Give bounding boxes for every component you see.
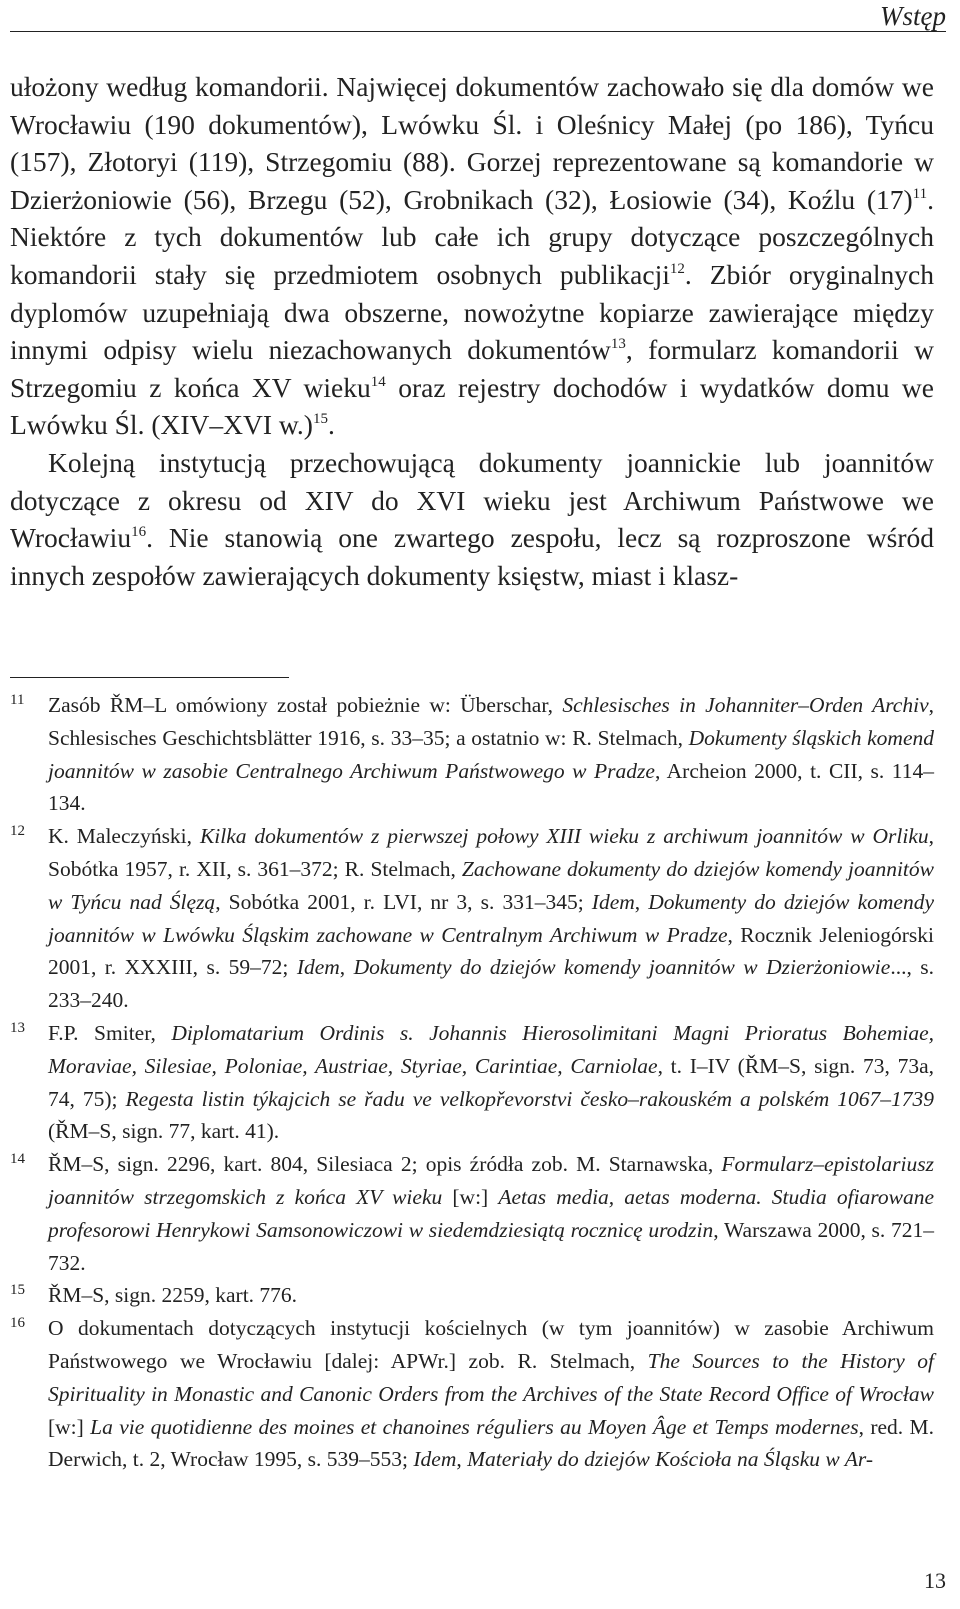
running-header-title: Wstęp xyxy=(880,1,946,31)
footnote-14 xyxy=(10,1148,934,1279)
footnote-ref-13: 13 xyxy=(610,336,626,353)
text-run: K. Maleczyński, xyxy=(48,824,200,849)
italic-title: Dokumenty śląskich komend joannitów w zasobie Centralnego Archiwum Państwowego w Pradze xyxy=(48,725,934,783)
footnote-11 xyxy=(10,689,934,820)
italic-idem: Idem xyxy=(413,1447,457,1472)
footnote-ref-15: 15 xyxy=(312,411,328,428)
footnote-12 xyxy=(10,820,934,1017)
text-run: Zasób ŘM–L omówiony został pobieżnie w: Überschar, xyxy=(48,693,563,717)
text-run: , Archeion 2000, t. CII, s. 114–134. xyxy=(48,758,934,816)
italic-title: Schlesisches in Johanniter–Orden Archiv xyxy=(562,693,929,717)
text-run: oraz rejestry dochodów i wydatków domu we Lwówku Śl. (XIV–XVI w.) xyxy=(10,371,934,441)
italic-idem: Idem xyxy=(296,955,340,980)
footnote-number: 11 xyxy=(10,692,25,708)
text-run: . xyxy=(327,409,335,441)
text-run: , red. M. Derwich, t. 2, Wrocław 1995, s. 539–553; xyxy=(48,1414,934,1472)
italic-title: Dokumenty do dziejów komendy joannitów w Dzierżoniowie xyxy=(353,955,891,980)
footnote-number: 14 xyxy=(10,1151,25,1168)
footnote-number: 16 xyxy=(10,1315,25,1332)
italic-title: Regesta listin týkajcich se řadu ve velkopřevorstvi česko–rakouském a polském 1067–1739 xyxy=(125,1086,934,1111)
footnote-ref-12: 12 xyxy=(669,260,685,277)
text-run: , t. I–IV (ŘM–S, sign. 73, 73a, 74, 75); xyxy=(48,1053,934,1111)
main-text xyxy=(10,68,934,594)
text-run: [w:] xyxy=(442,1184,499,1209)
footnote-number: 12 xyxy=(10,823,25,840)
text-run: ŘM–S, sign. 2296, kart. 804, Silesiaca 2; opis źródła zob. M. Starnawska, xyxy=(48,1152,722,1177)
text-run: , xyxy=(456,1447,468,1472)
text-run: Kolejną instytucją przechowującą dokumenty joannickie lub joannitów dotyczące z okresu od XIV do XVI wieku jest Archiwum Państwowe we Wrocławiu xyxy=(10,446,934,554)
text-run: , xyxy=(634,889,649,914)
paragraph-1 xyxy=(10,68,934,444)
footnote-13 xyxy=(10,1017,934,1148)
page-number: 13 xyxy=(924,1568,946,1593)
footnote-ref-11: 11 xyxy=(912,185,928,202)
footnote-ref-16: 16 xyxy=(131,524,147,541)
footnote-15 xyxy=(10,1279,934,1312)
text-run: , formularz komandorii w Strzegomiu z końca XV wieku xyxy=(10,334,934,403)
italic-title: La vie quotidienne des moines et chanoines réguliers au Moyen Âge et Temps modernes xyxy=(90,1414,859,1439)
italic-title: Aetas media, aetas moderna. Studia ofiarowane profesorowi Henrykowi Samsonowiczowi w siedemdziesiątą rocznicę urodzin xyxy=(48,1184,934,1242)
footnotes xyxy=(10,689,934,1476)
header-rule xyxy=(10,31,946,32)
text-run: . Zbiór oryginalnych dyplomów uzupełniają dwa obszerne, nowożytne kopiarze zawierające między innymi odpisy wielu niezachowanych dokumentów xyxy=(10,258,934,366)
italic-title: Materiały do dziejów Kościoła na Śląsku w Ar- xyxy=(467,1447,873,1472)
text-run: , xyxy=(339,955,354,980)
text-run: , Rocznik Jeleniogórski 2001, r. XXXIII, s. 59–72; xyxy=(48,922,934,980)
italic-idem: Idem xyxy=(591,889,635,914)
italic-title: Dokumenty do dziejów komendy joannitów w Lwówku Śląskim zachowane w Centralnym Archiwum w Pradze xyxy=(48,889,935,947)
italic-title: Kilka dokumentów z pierwszej połowy XIII wieku z archiwum joannitów w Orliku xyxy=(199,824,929,849)
italic-title: Formularz–epistolariusz joannitów strzegomskich z końca XV wieku xyxy=(48,1152,934,1209)
text-run: , Sobótka 1957, r. XII, s. 361–372; R. Stelmach, xyxy=(48,824,934,881)
italic-title: The Sources to the History of Spirituality in Monastic and Canonic Orders from the Archives of the State Record Office of Wrocław xyxy=(48,1348,935,1406)
italic-title: Zachowane dokumenty do dziejów komendy joannitów w Tyńcu nad Ślęzą xyxy=(48,856,934,914)
text-run: ułożony według komandorii. Najwięcej dokumentów zachowało się dla domów we Wrocławiu (190 dokumentów), Lwówku Śl. i Oleśnicy Małej (po 186), Tyńcu (157), Złotoryi (119), Strzegomiu (88). Gorzej reprezentowane są komandorie w Dzierżoniowie (56), Brzegu (52), Grobnikach (32), Łosiowie (34), Koźlu (17) xyxy=(10,71,934,215)
footnote-16 xyxy=(10,1312,934,1476)
text-run: , Sobótka 2001, r. LVI, nr 3, s. 331–345; xyxy=(215,889,592,914)
text-run: ŘM–S, sign. 2259, kart. 776. xyxy=(48,1283,298,1308)
text-run: F.P. Smiter, xyxy=(48,1020,172,1045)
italic-title: Diplomatarium Ordinis s. Johannis Hierosolimitani Magni Prioratus Bohemiae, Moraviae, Silesiae, Poloniae, Austriae, Styriae, Carintiae, Carniolae xyxy=(48,1020,934,1078)
text-run: . Nie stanowią one zwartego zespołu, lecz są rozproszone wśród innych zespołów zawierających dokumenty księstw, miast i klasz- xyxy=(10,522,934,591)
footnote-number: 15 xyxy=(10,1282,25,1299)
footnote-separator xyxy=(10,677,289,678)
text-run: ..., s. 233–240. xyxy=(48,955,934,1013)
text-run: O dokumentach dotyczących instytucji kościelnych (w tym joannitów) w zasobie Archiwum Państwowego we Wrocławiu [dalej: APWr.] zob. R. Stelmach, xyxy=(48,1316,934,1373)
text-run: [w:] xyxy=(48,1414,91,1439)
footnote-number: 13 xyxy=(10,1019,25,1036)
text-run: . Niektóre z tych dokumentów lub całe ich grupy dotyczące poszczególnych komandorii stały się przedmiotem osobnych publikacji xyxy=(10,183,934,290)
text-run: , Schlesisches Geschichtsblätter 1916, s. 33–35; a ostatnio w: R. Stelmach, xyxy=(48,693,934,750)
text-run: (ŘM–S, sign. 77, kart. 41). xyxy=(48,1119,280,1144)
footnote-ref-14: 14 xyxy=(370,373,386,390)
paragraph-2 xyxy=(10,444,934,594)
text-run: , Warszawa 2000, s. 721–732. xyxy=(48,1217,934,1275)
